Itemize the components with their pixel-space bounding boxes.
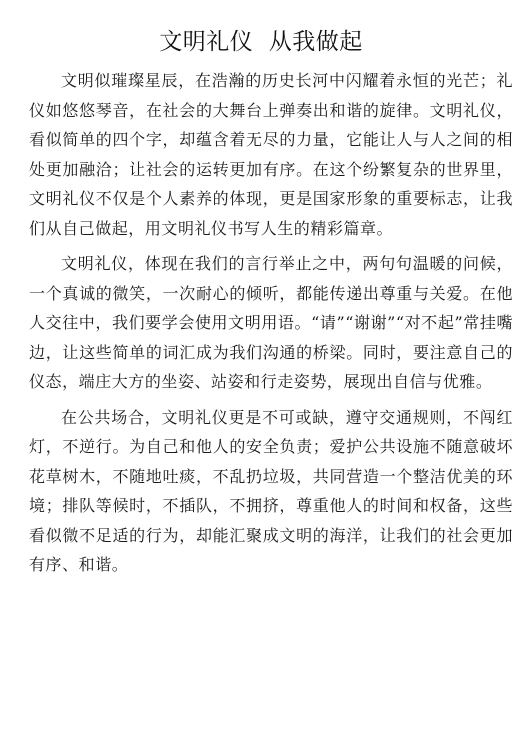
document-title: 文明礼仪 从我做起 xyxy=(159,29,363,55)
paragraph-1: 文明似璀璨星辰，在浩瀚的历史长河中闪耀着永恒的光芒；礼仪如悠悠琴音，在社会的大舞台上弹奏出和谐的旋律。文明礼仪，看似简单的四个字，却蕴含着无尽的力量，它能让人与人之间的相处更加融洽；让社会的运转更加有序。在这个纷繁复杂的世界里，文明礼仪不仅是个人素养的体现，更是国家形象的重要标志，让我们从自己做起，用文明礼仪书写人生的精彩篇章。 xyxy=(29,71,513,238)
paragraph-2: 文明礼仪，体现在我们的言行举止之中，两句句温暖的问候，一个真诚的微笑，一次耐心的倾听，都能传递出尊重与关爱。在他人交往中，我们要学会使用文明用语。“请”“谢谢”“对不起”常挂嘴边，让这些简单的词汇成为我们沟通的桥梁。同时，要注意自己的仪态，端庄大方的坐姿、站姿和行走姿势，展现出自信与优雅。 xyxy=(29,254,513,391)
paragraph-3: 在公共场合，文明礼仪更是不可或缺，遵守交通规则，不闯红灯，不逆行。为自己和他人的安全负责；爱护公共设施不随意破坏花草树木，不随地吐痰，不乱扔垃圾，共同营造一个整洁优美的环境；排队等候时，不插队，不拥挤，尊重他人的时间和权备，这些看似微不足适的行为，却能汇聚成文明的海洋，让我们的社会更加有序、和谐。 xyxy=(29,407,513,574)
document-body xyxy=(29,66,513,586)
